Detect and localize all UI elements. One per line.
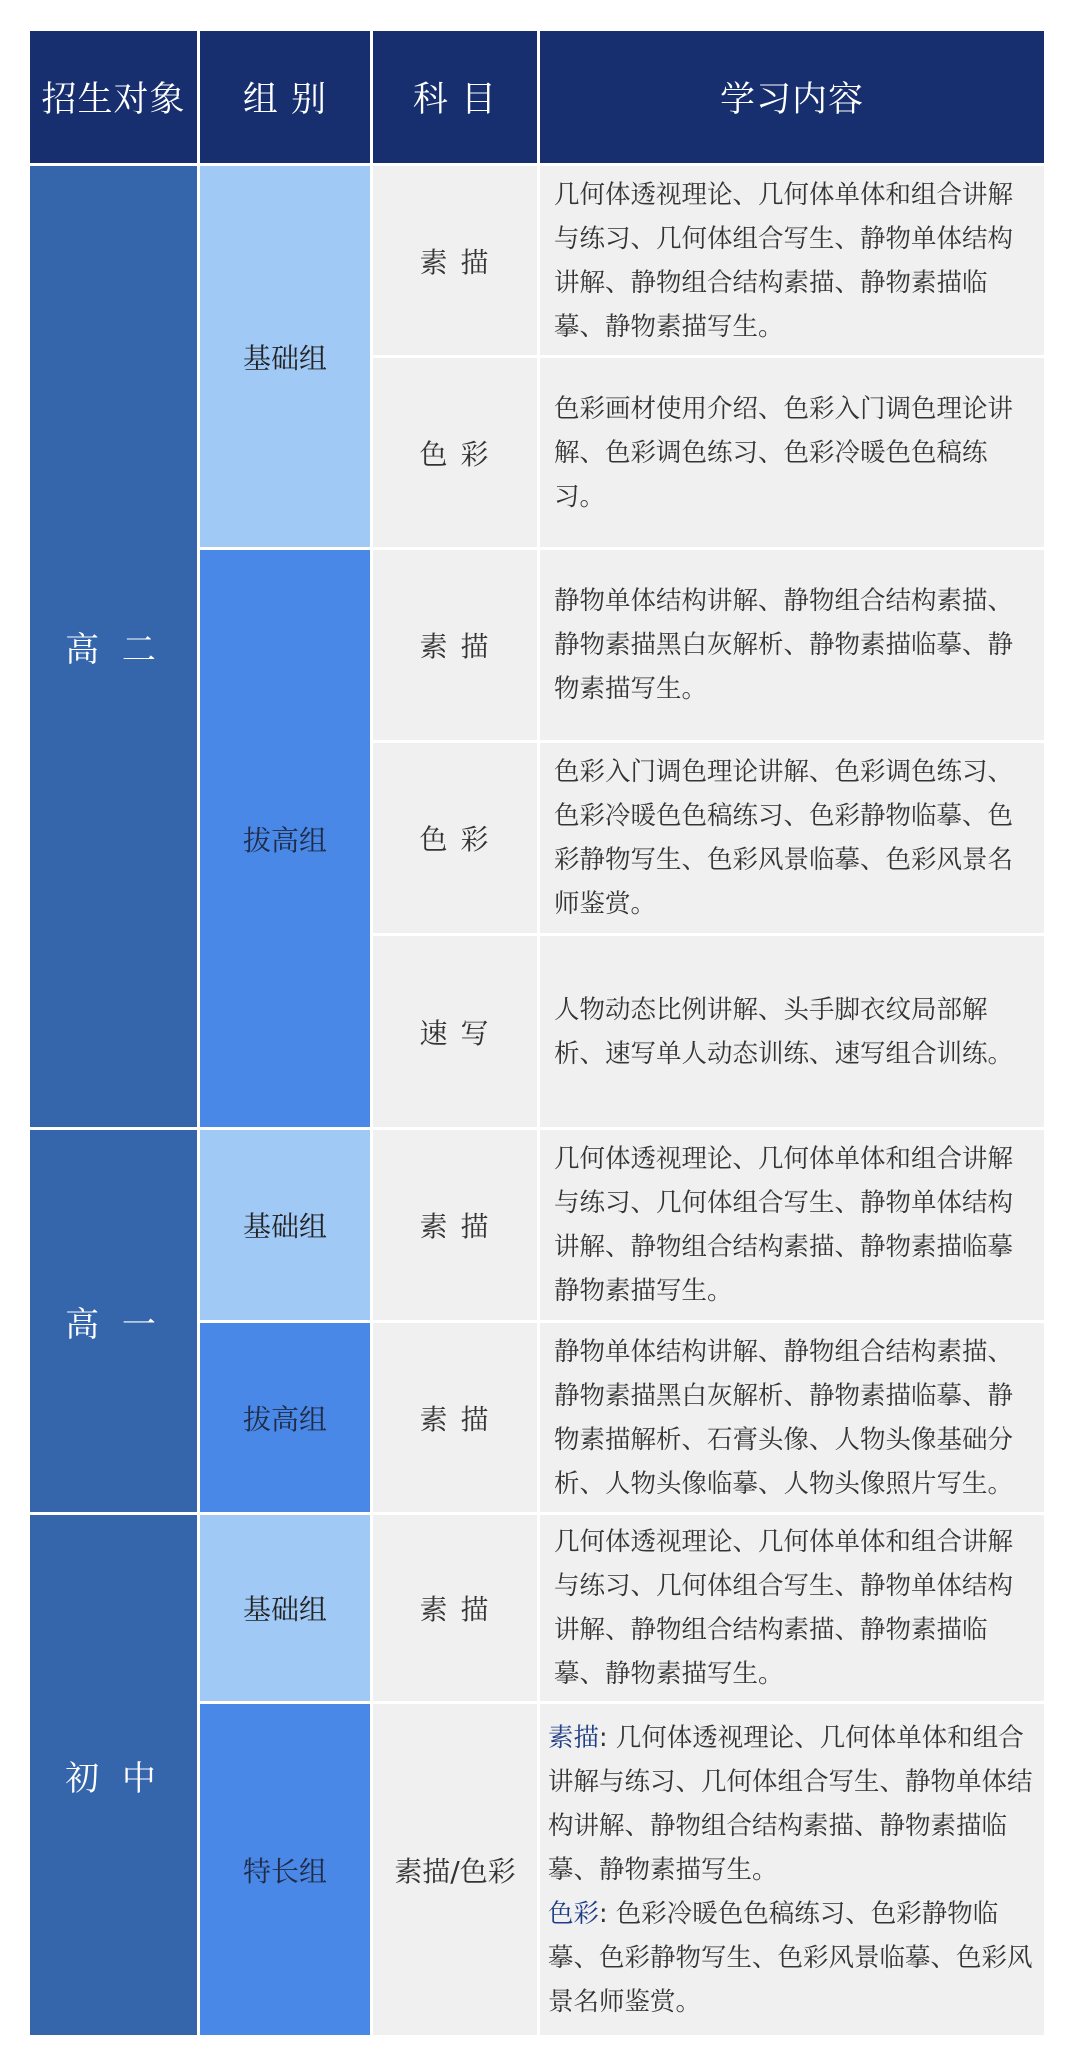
sketch-label: 素描 [548, 1722, 600, 1753]
subject-quick-sketch: 速 写 [373, 936, 537, 1127]
subject-sketch: 素 描 [373, 550, 537, 740]
content-cell [540, 166, 1044, 355]
content-text: 色彩入门调色理论讲解、色彩调色练习、色彩冷暖色色稿练习、色彩静物临摹、色彩静物写生、色彩风景临摹、色彩风景名师鉴赏。 [554, 757, 1014, 919]
subject-sketch: 素 描 [373, 1515, 537, 1701]
sketch-text: : 几何体透视理论、几何体单体和组合讲解与练习、几何体组合写生、静物单体结构讲解、静物组合结构素描、静物素描临摹、静物素描写生。 [548, 1722, 1033, 1885]
content-cell [540, 743, 1044, 933]
content-special-text [548, 1716, 1036, 2024]
content-cell [540, 1323, 1044, 1512]
group-specialty: 特长组 [200, 1704, 370, 2035]
subject-sketch: 素 描 [373, 1323, 537, 1512]
content-cell [540, 936, 1044, 1127]
color-label: 色彩 [548, 1898, 600, 1929]
content-text: 几何体透视理论、几何体单体和组合讲解与练习、几何体组合写生、静物单体结构讲解、静物组合结构素描、静物素描临摹、静物素描写生。 [554, 1527, 1014, 1689]
subject-color: 色 彩 [373, 743, 537, 933]
content-cell-special [540, 1704, 1044, 2035]
target-gao-er: 高 二 [30, 166, 197, 1127]
content-cell [540, 1130, 1044, 1320]
header-content: 学习内容 [540, 31, 1044, 163]
header-subject: 科 目 [373, 31, 537, 163]
group-advanced: 拔高组 [200, 550, 370, 1127]
content-cell [540, 550, 1044, 740]
group-basic: 基础组 [200, 1130, 370, 1320]
content-text: 几何体透视理论、几何体单体和组合讲解与练习、几何体组合写生、静物单体结构讲解、静物组合结构素描、静物素描临摹、静物素描写生。 [554, 179, 1014, 342]
content-text: 几何体透视理论、几何体单体和组合讲解与练习、几何体组合写生、静物单体结构讲解、静物组合结构素描、静物素描临摹静物素描写生。 [554, 1144, 1014, 1306]
group-advanced: 拔高组 [200, 1323, 370, 1512]
subject-sketch: 素 描 [373, 1130, 537, 1320]
subject-sketch: 素 描 [373, 166, 537, 355]
content-text: 人物动态比例讲解、头手脚衣纹局部解析、速写单人动态训练、速写组合训练。 [554, 994, 1014, 1069]
group-basic: 基础组 [200, 166, 370, 547]
header-group: 组 别 [200, 31, 370, 163]
header-target: 招生对象 [30, 31, 197, 163]
content-text: 色彩画材使用介绍、色彩入门调色理论讲解、色彩调色练习、色彩冷暖色色稿练习。 [554, 393, 1014, 512]
content-cell [540, 358, 1044, 547]
content-text: 静物单体结构讲解、静物组合结构素描、静物素描黑白灰解析、静物素描临摹、静物素描写生。 [554, 586, 1014, 704]
group-basic: 基础组 [200, 1515, 370, 1701]
subject-color: 色 彩 [373, 358, 537, 547]
color-text: : 色彩冷暖色色稿练习、色彩静物临摹、色彩静物写生、色彩风景临摹、色彩风景名师鉴赏。 [548, 1898, 1033, 2017]
target-chu-zhong: 初 中 [30, 1515, 197, 2035]
subject-sketch-color: 素描/色彩 [373, 1704, 537, 2035]
content-cell [540, 1515, 1044, 1701]
content-text: 静物单体结构讲解、静物组合结构素描、静物素描黑白灰解析、静物素描临摹、静物素描解析、石膏头像、人物头像基础分析、人物头像临摹、人物头像照片写生。 [554, 1336, 1014, 1499]
target-gao-yi: 高 一 [30, 1130, 197, 1512]
